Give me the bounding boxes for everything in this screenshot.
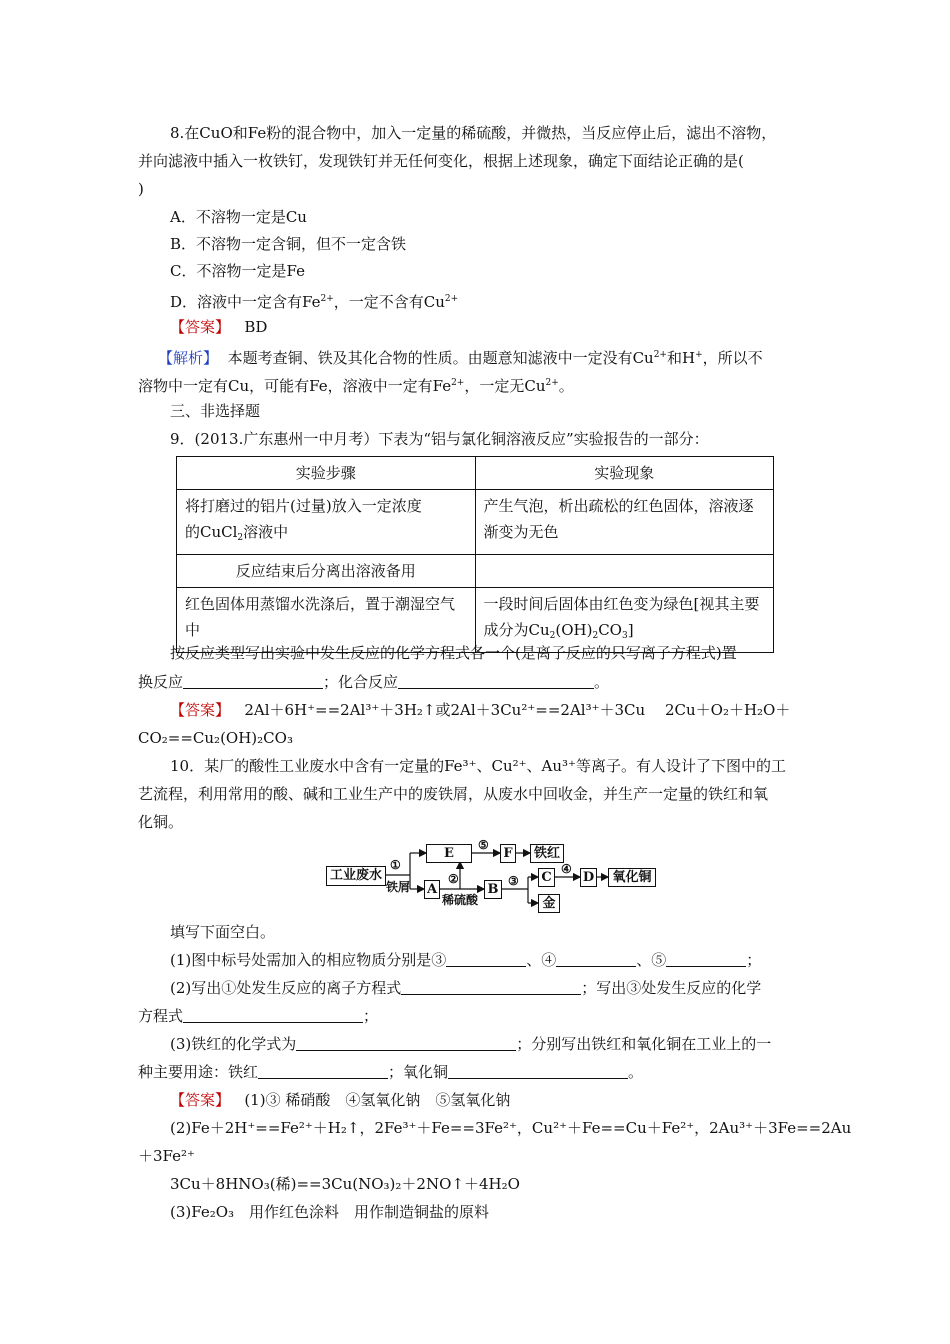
flow-wastewater-box: 工业废水 [326, 866, 386, 886]
q10-part1-text3: 、⑤ [636, 951, 667, 969]
flow-b-box: B [484, 880, 502, 899]
r3-obs-sub2: 2 [592, 631, 599, 641]
q10-answer-line3: ＋3Fe²⁺ [138, 1147, 195, 1165]
r3-obs-sub3: 3 [621, 631, 628, 641]
q9-answer-line2: CO₂==Cu₂(OH)₂CO₃ [138, 729, 293, 747]
q8-analysis-line1 [158, 344, 763, 369]
table-row [177, 555, 774, 588]
q10-answer-line2: (2)Fe＋2H⁺==Fe²⁺＋H₂↑，2Fe³⁺＋Fe==3Fe²⁺，Cu²⁺＋Fe==Cu＋Fe²⁺，2Au³⁺＋3Fe==2Au [170, 1119, 852, 1137]
table-cell [177, 490, 476, 555]
flow-cuo-box: 氧化铜 [608, 868, 656, 887]
table-cell: 产生气泡，析出疏松的红色固体，溶液逐渐变为无色 [475, 490, 774, 555]
q9-answer-text1: 2Al＋6H⁺==2Al³⁺＋3H₂↑或2Al＋3Cu²⁺==2Al³⁺＋3Cu 2Cu＋O₂＋H₂O＋ [244, 701, 791, 719]
experiment-table [176, 456, 774, 653]
q8-option-d-sup1: 2+ [320, 294, 334, 304]
q10-stem-line1: 10．某厂的酸性工业废水中含有一定量的Fe³⁺、Cu²⁺、Au³⁺等离子。有人设计了下图中的工 [170, 757, 786, 775]
q10-part2-line1 [170, 977, 761, 999]
q10-stem-line3: 化铜。 [138, 813, 184, 831]
q8-option-c: C．不溶物一定是Fe [170, 262, 305, 280]
q8-option-d-text2: ，一定不含有Cu [333, 293, 445, 311]
q10-answer-line1 [170, 1089, 510, 1111]
flow-a-box: A [424, 880, 440, 899]
q10-part3-text3: 种主要用途：铁红 [138, 1063, 259, 1081]
answer-blank[interactable] [258, 1064, 388, 1079]
q10-part2-text3: 方程式 [138, 1007, 184, 1025]
flow-scrap-label: 铁屑 [386, 880, 411, 894]
table-header-steps: 实验步骤 [177, 457, 476, 490]
q9-stem: 9．(2013.广东惠州一中月考）下表为“铝与氯化铜溶液反应”实验报告的一部分： [170, 430, 709, 448]
answer-blank[interactable] [296, 1036, 516, 1051]
q8-option-a: A．不溶物一定是Cu [170, 208, 307, 226]
q8-answer-value: BD [244, 318, 268, 336]
r3-obs-text1: 一段时间后固体由红色变为绿色[视其主要成分为Cu [483, 595, 760, 639]
q9-ask-text3: 。 [594, 673, 610, 691]
table-header-observations: 实验现象 [475, 457, 774, 490]
q8-analysis-text1: 本题考查铜、铁及其化合物的性质。由题意知滤液中一定没有Cu [227, 349, 654, 367]
q8-analysis-text3: ，所以不 [702, 349, 763, 367]
analysis-tag: 【解析】 [158, 349, 219, 367]
answer-blank[interactable] [666, 952, 746, 967]
q8-analysis-text2: 和H [666, 349, 696, 367]
flow-step2-label: ② [448, 872, 459, 886]
answer-tag: 【答案】 [170, 701, 231, 719]
flow-ironred-box: 铁红 [530, 844, 564, 863]
answer-tag: 【答案】 [170, 318, 231, 336]
answer-blank[interactable] [183, 1008, 363, 1023]
q10-part2-line2 [138, 1005, 378, 1027]
q8-answer [170, 316, 267, 338]
q9-ask-text2: ；化合反应 [323, 673, 399, 691]
flow-acid-label: 稀硫酸 [442, 893, 479, 907]
r3-obs-text2: (OH) [555, 621, 593, 639]
q8-analysis-sup2: + [695, 350, 703, 360]
q10-part2-text1: (2)写出①处发生反应的离子方程式 [170, 979, 402, 997]
answer-blank[interactable] [448, 1064, 628, 1079]
flow-e-box: E [426, 844, 472, 863]
q9-ask-line1: 按反应类型写出实验中发生反应的化学方程式各一个(是离子反应的只写离子方程式)置 [170, 644, 737, 662]
q8-option-d-sup2: 2+ [444, 294, 459, 304]
q10-part3-line1 [170, 1033, 771, 1055]
q10-answer-line4: 3Cu＋8HNO₃(稀)==3Cu(NO₃)₂＋2NO↑＋4H₂O [170, 1175, 520, 1193]
q8-analysis-line2 [138, 372, 574, 397]
q8-stem-line3: ) [138, 180, 144, 198]
q10-answer-text1: (1)③ 稀硝酸 ④氢氧化钠 ⑤氢氧化钠 [244, 1091, 511, 1109]
flow-c-box: C [538, 868, 555, 887]
answer-blank[interactable] [183, 674, 323, 689]
q8-analysis2-text2: ，一定无Cu [464, 377, 546, 395]
flow-gold-box: 金 [538, 894, 560, 913]
q8-stem-line1: 8.在CuO和Fe粉的混合物中，加入一定量的稀硫酸，并微热，当反应停止后，滤出不溶物， [170, 124, 777, 142]
q8-analysis2-sup2: 2+ [545, 378, 559, 388]
q10-part3-text1: (3)铁红的化学式为 [170, 1035, 297, 1053]
q10-part2-text4: ； [363, 1007, 379, 1025]
q8-stem-line2: 并向滤液中插入一枚铁钉，发现铁钉并无任何变化，根据上述现象，确定下面结论正确的是( [138, 152, 744, 170]
q8-option-d [170, 288, 458, 313]
q10-part3-line2 [138, 1061, 643, 1083]
answer-blank[interactable] [556, 952, 636, 967]
q9-ask-text1: 换反应 [138, 673, 184, 691]
r3-obs-sub1: 2 [549, 631, 556, 641]
answer-blank[interactable] [401, 980, 581, 995]
flow-step1-label: ① [390, 858, 401, 872]
q10-part1-text4: ； [746, 951, 762, 969]
answer-tag: 【答案】 [170, 1091, 231, 1109]
r3-obs-text4: ] [627, 621, 634, 639]
r1-step-sub: 2 [237, 533, 244, 543]
q9-answer-line1 [170, 699, 790, 721]
q10-part3-text4: ；氧化铜 [388, 1063, 449, 1081]
q8-analysis2-text3: 。 [558, 377, 574, 395]
r1-step-text2: 的CuCl [185, 523, 238, 541]
q8-option-d-text1: D．溶液中一定含有Fe [170, 293, 321, 311]
flow-step3-label: ③ [508, 874, 519, 888]
r1-step-text3: 溶液中 [243, 523, 289, 541]
table-cell: 红色固体用蒸馏水洗涤后，置于潮湿空气中 [177, 588, 476, 653]
q10-part2-text2: ；写出③处发生反应的化学 [581, 979, 762, 997]
q10-stem-line2: 艺流程，利用常用的酸、碱和工业生产中的废铁屑，从废水中回收金，并生产一定量的铁红和氧 [138, 785, 769, 803]
q10-part3-text5: 。 [628, 1063, 644, 1081]
r3-obs-text3: CO [598, 621, 622, 639]
flow-d-box: D [580, 868, 597, 887]
table-row [177, 457, 774, 490]
flow-step5-label: ⑤ [478, 838, 489, 852]
q8-analysis2-text1: 溶物中一定有Cu，可能有Fe，溶液中一定有Fe [138, 377, 452, 395]
q10-answer-line5: (3)Fe₂O₃ 用作红色涂料 用作制造铜盐的原料 [170, 1203, 490, 1221]
q8-analysis-sup1: 2+ [653, 350, 667, 360]
section-heading: 三、非选择题 [170, 402, 261, 420]
table-cell [475, 555, 774, 588]
q10-fill-instruction: 填写下面空白。 [170, 923, 276, 941]
q8-option-b: B．不溶物一定含铜，但不一定含铁 [170, 235, 407, 253]
answer-blank[interactable] [398, 674, 594, 689]
q10-part1-text2: 、④ [526, 951, 557, 969]
table-cell: 反应结束后分离出溶液备用 [177, 555, 476, 588]
flow-step4-label: ④ [561, 862, 572, 876]
answer-blank[interactable] [446, 952, 526, 967]
table-row [177, 490, 774, 555]
q9-ask-line2 [138, 671, 609, 693]
q10-part1 [170, 949, 761, 971]
r1-step-text1: 将打磨过的铝片(过量)放入一定浓度 [185, 497, 422, 515]
flow-f-box: F [500, 844, 516, 863]
q10-part1-text1: (1)图中标号处需加入的相应物质分别是③ [170, 951, 447, 969]
q8-analysis2-sup1: 2+ [451, 378, 465, 388]
q10-part3-text2: ；分别写出铁红和氧化铜在工业上的一 [516, 1035, 772, 1053]
